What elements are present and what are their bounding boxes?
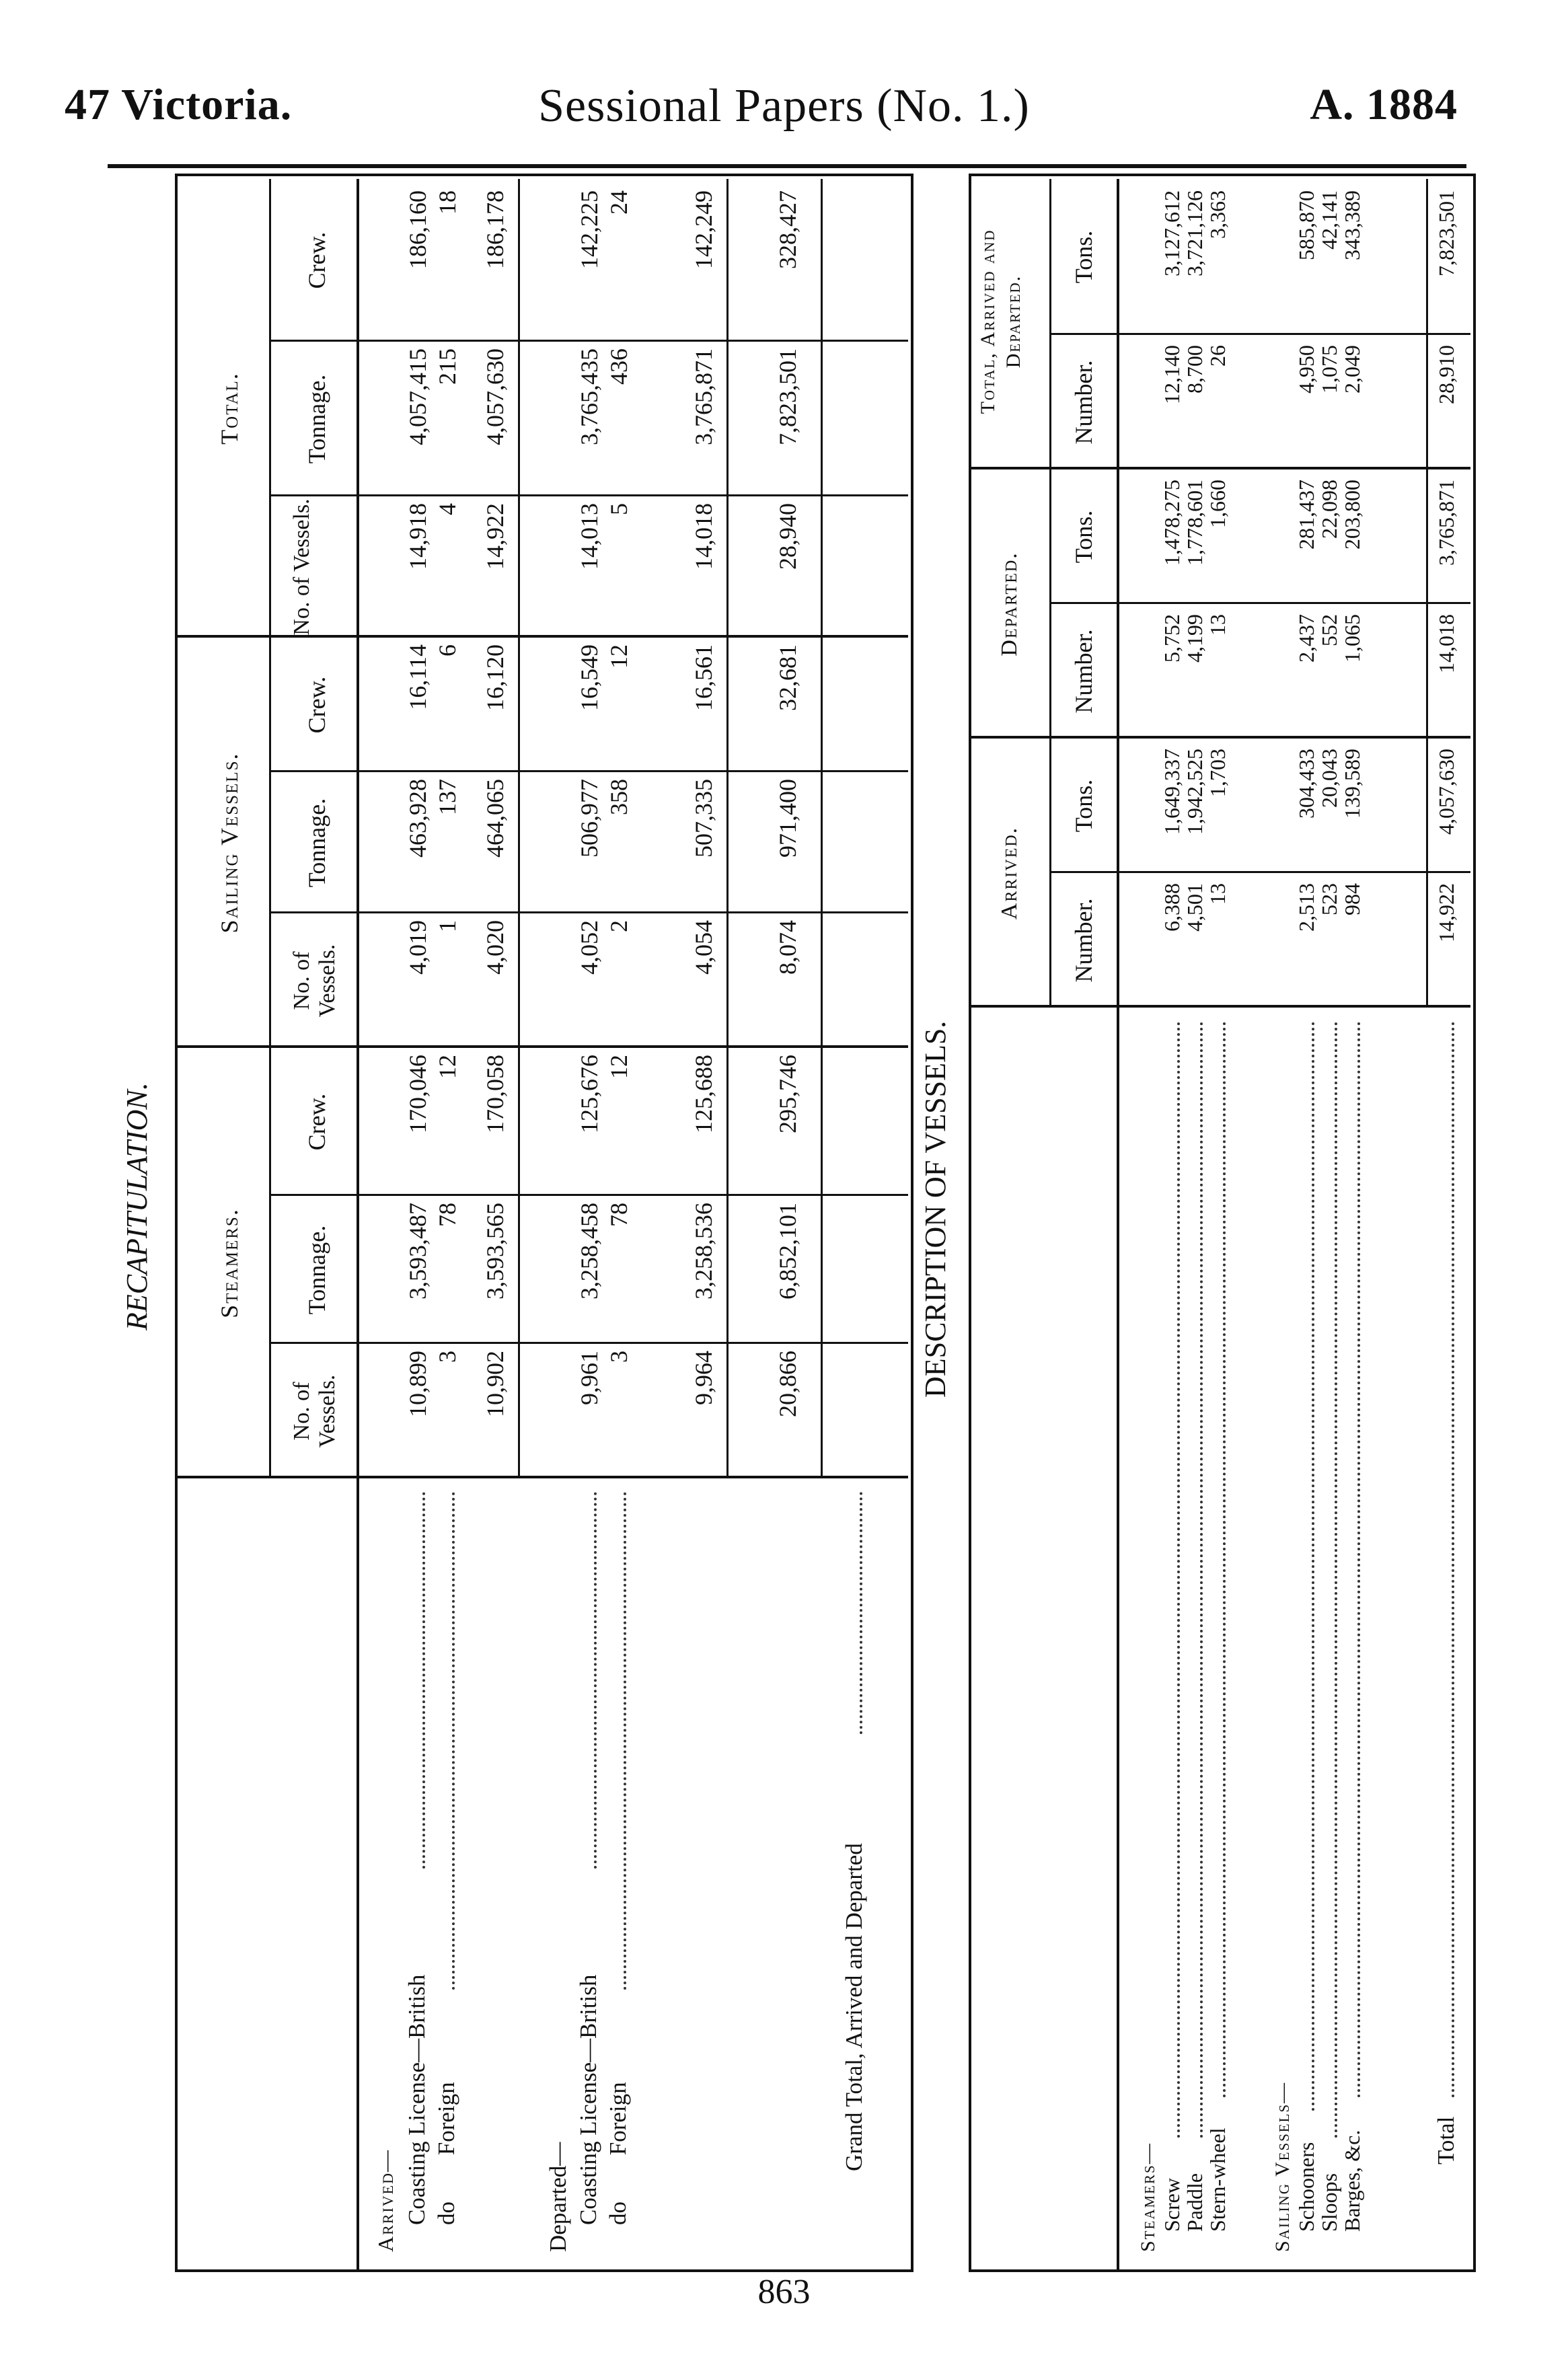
recap-cell: 1 — [434, 920, 461, 932]
description-cell: 2,437 — [1294, 614, 1318, 663]
leader-dots — [624, 1492, 626, 1990]
col-crew: Crew. — [303, 231, 330, 289]
recap-cell: 506,977 — [576, 779, 603, 858]
recap-cell: 14,013 — [576, 503, 603, 570]
col-number: Number. — [1070, 360, 1097, 445]
leader-dots — [1177, 1021, 1180, 2138]
recap-cell: 170,058 — [482, 1055, 509, 1133]
recap-cell: 170,046 — [404, 1055, 431, 1133]
recap-cell: 4,019 — [404, 920, 431, 975]
description-cell: 343,389 — [1340, 190, 1364, 260]
recap-cell: 32,681 — [774, 644, 801, 711]
recap-cell: 215 — [434, 348, 461, 385]
total-label: Total — [1433, 2116, 1459, 2164]
recap-cell: 18 — [434, 190, 461, 215]
desc-hline — [1426, 179, 1428, 1008]
row-label: Sloops — [1317, 2173, 1341, 2232]
recap-hline — [821, 179, 823, 1478]
leader-dots — [1335, 1021, 1337, 2138]
recap-cell: 463,928 — [404, 779, 431, 858]
recap-cell: 125,676 — [576, 1055, 603, 1133]
leader-dots — [860, 1492, 862, 1734]
rotated-page — [114, 174, 1470, 2272]
description-cell: 3,363 — [1205, 190, 1230, 239]
description-cell: 28,910 — [1434, 345, 1458, 404]
recap-hline — [269, 179, 271, 1478]
recap-cell: 3,258,458 — [576, 1203, 603, 1300]
recap-cell: 14,018 — [690, 503, 717, 570]
volume-label: 47 Victoria. — [65, 80, 293, 129]
recap-cell: 5 — [605, 503, 632, 515]
recap-cell: 16,120 — [482, 644, 509, 711]
recap-cell: 4 — [434, 503, 461, 515]
recap-cell: 3,258,536 — [690, 1203, 717, 1300]
description-cell: 1,660 — [1205, 480, 1230, 528]
description-cell: 5,752 — [1160, 614, 1184, 663]
recap-cell: 142,249 — [690, 190, 717, 269]
col-tons: Tons. — [1070, 779, 1097, 833]
recap-cell: 16,561 — [690, 644, 717, 711]
recap-cell: 137 — [434, 779, 461, 815]
description-cell: 2,049 — [1340, 345, 1364, 393]
year-label: A. 1884 — [1310, 80, 1458, 129]
col-no-vessels: No. of Vessels. — [289, 498, 314, 636]
desc-vline — [1049, 871, 1470, 873]
description-cell: 281,437 — [1294, 480, 1318, 550]
recap-cell: 24 — [605, 190, 632, 215]
group-steamers: Steamers. — [216, 1208, 243, 1318]
recap-cell: 358 — [605, 779, 632, 815]
leader-dots — [422, 1492, 425, 1869]
row-label: Coasting License—British — [404, 1974, 430, 2225]
recap-cell: 4,057,415 — [404, 348, 431, 445]
recap-cell: 12 — [605, 644, 632, 669]
description-cell: 3,127,612 — [1160, 190, 1184, 276]
recap-cell: 295,746 — [774, 1055, 801, 1133]
recap-cell: 9,961 — [576, 1351, 603, 1405]
recap-title: RECAPITULATION. — [120, 1082, 153, 1330]
recap-cell: 10,902 — [482, 1351, 509, 1417]
recap-cell: 28,940 — [774, 503, 801, 570]
recap-cell: 4,057,630 — [482, 348, 509, 445]
recap-hline — [518, 179, 520, 1478]
description-cell: 3,765,871 — [1434, 480, 1458, 566]
recap-vline — [269, 494, 908, 496]
col-crew: Crew. — [303, 1093, 330, 1151]
section-steamers: Steamers— — [1137, 2142, 1159, 2252]
recap-cell: 971,400 — [774, 779, 801, 858]
leader-dots — [594, 1492, 597, 1869]
recap-cell: 4,020 — [482, 920, 509, 975]
description-cell: 1,065 — [1340, 614, 1364, 663]
description-cell: 4,199 — [1183, 614, 1207, 663]
row-label: Stern-wheel — [1205, 2127, 1230, 2232]
section-arrived: Arrived— — [373, 2149, 398, 2252]
row-label: Schooners — [1294, 2142, 1318, 2232]
description-cell: 42,141 — [1317, 190, 1341, 250]
recap-cell: 464,065 — [482, 779, 509, 858]
recap-cell: 436 — [605, 348, 632, 385]
recap-cell: 507,335 — [690, 779, 717, 858]
col-no-vessels: No. of Vessels. — [289, 944, 340, 1018]
recap-table — [175, 174, 913, 2272]
recap-cell: 3,765,435 — [576, 348, 603, 445]
description-title: DESCRIPTION OF VESSELS. — [919, 1020, 952, 1398]
recap-cell: 9,964 — [690, 1351, 717, 1405]
row-label: Coasting License—British — [575, 1974, 601, 2225]
header-rule — [108, 164, 1466, 168]
col-tons: Tons. — [1070, 510, 1097, 564]
col-tons: Tons. — [1070, 230, 1097, 284]
leader-dots — [1200, 1021, 1203, 2138]
col-tonnage: Tonnage. — [303, 1225, 330, 1315]
description-cell: 1,075 — [1317, 345, 1341, 393]
description-cell: 139,589 — [1340, 749, 1364, 819]
description-cell: 13 — [1205, 614, 1230, 636]
desc-hline — [1049, 179, 1051, 1008]
leader-dots — [1223, 1021, 1226, 2097]
description-cell: 14,018 — [1434, 614, 1458, 673]
recap-vline — [269, 1342, 908, 1344]
recap-vline — [269, 340, 908, 342]
description-cell: 22,098 — [1317, 480, 1341, 539]
description-cell: 4,057,630 — [1434, 749, 1458, 835]
group-departed: Departed. — [997, 552, 1022, 656]
recap-cell: 10,899 — [404, 1351, 431, 1417]
description-cell: 304,433 — [1294, 749, 1318, 819]
recap-cell: 3 — [434, 1351, 461, 1363]
col-crew: Crew. — [303, 676, 330, 734]
recap-hline — [726, 179, 729, 1478]
description-cell: 26 — [1205, 345, 1230, 367]
recap-cell: 7,823,501 — [774, 348, 801, 445]
recap-cell: 12 — [434, 1055, 461, 1079]
recap-cell: 16,114 — [404, 644, 431, 710]
page-number: 863 — [757, 2273, 811, 2311]
description-cell: 984 — [1340, 883, 1364, 915]
group-total: Total. — [216, 372, 243, 445]
col-tonnage: Tonnage. — [303, 374, 330, 464]
recap-cell: 78 — [434, 1203, 461, 1227]
description-cell: 7,823,501 — [1434, 190, 1458, 276]
recap-cell: 6,852,101 — [774, 1203, 801, 1300]
leader-dots — [1357, 1021, 1360, 2097]
col-number: Number. — [1070, 898, 1097, 983]
recap-cell: 125,688 — [690, 1055, 717, 1133]
grand-total-label: Grand Total, Arrived and Departed — [841, 1843, 867, 2171]
description-cell: 12,140 — [1160, 345, 1184, 404]
description-cell: 4,950 — [1294, 345, 1318, 393]
description-cell: 1,942,525 — [1183, 749, 1207, 835]
leader-dots — [1312, 1021, 1314, 2111]
recap-hline — [357, 179, 359, 2272]
recap-cell: 142,225 — [576, 190, 603, 269]
section-departed: Departed— — [545, 2142, 571, 2252]
group-arrived: Arrived. — [997, 826, 1022, 920]
col-number: Number. — [1070, 629, 1097, 714]
desc-hline — [1117, 179, 1119, 2272]
description-cell: 1,703 — [1205, 749, 1230, 797]
recap-cell: 4,054 — [690, 920, 717, 975]
row-label: Paddle — [1183, 2173, 1207, 2232]
recap-cell: 2 — [605, 920, 632, 932]
row-label: Barges, &c. — [1340, 2130, 1364, 2232]
recap-cell: 186,178 — [482, 190, 509, 269]
recap-cell: 3 — [605, 1351, 632, 1363]
recap-cell: 6 — [434, 644, 461, 656]
description-cell: 8,700 — [1183, 345, 1207, 393]
leader-dots — [452, 1492, 455, 1990]
recap-cell: 12 — [605, 1055, 632, 1079]
row-label: Screw — [1160, 2178, 1184, 2232]
recap-cell: 8,074 — [774, 920, 801, 975]
description-cell: 14,922 — [1434, 883, 1458, 942]
description-cell: 13 — [1205, 883, 1230, 905]
description-cell: 203,800 — [1340, 480, 1364, 550]
recap-vline — [269, 1194, 908, 1196]
recap-cell: 14,918 — [404, 503, 431, 570]
group-total-arrived-departed: Total, Arrived and Departed. — [977, 229, 1024, 414]
recap-cell: 186,160 — [404, 190, 431, 269]
recap-cell: 3,593,565 — [482, 1203, 509, 1300]
recap-cell: 3,593,487 — [404, 1203, 431, 1300]
description-cell: 20,043 — [1317, 749, 1341, 808]
desc-vline — [1049, 602, 1470, 604]
col-no-vessels: No. of Vessels. — [289, 1374, 340, 1448]
document-title: Sessional Papers (No. 1.) — [538, 80, 1030, 132]
recap-cell: 20,866 — [774, 1351, 801, 1417]
recap-cell: 16,549 — [576, 644, 603, 711]
recap-cell: 14,922 — [482, 503, 509, 570]
section-sailing-vessels: Sailing Vessels— — [1271, 2081, 1294, 2252]
description-cell: 6,388 — [1160, 883, 1184, 932]
description-cell: 523 — [1317, 883, 1341, 915]
recap-cell: 4,052 — [576, 920, 603, 975]
description-cell: 4,501 — [1183, 883, 1207, 932]
description-cell: 1,649,337 — [1160, 749, 1184, 835]
desc-vline — [1049, 333, 1470, 335]
description-cell: 3,721,126 — [1183, 190, 1207, 276]
row-label: do Foreign — [605, 2082, 631, 2225]
description-cell: 585,870 — [1294, 190, 1318, 260]
recap-cell: 328,427 — [774, 190, 801, 269]
leader-dots — [1452, 1021, 1454, 2097]
row-label: do Foreign — [433, 2082, 459, 2225]
group-sailing: Sailing Vessels. — [216, 752, 243, 934]
recap-cell: 78 — [605, 1203, 632, 1227]
description-cell: 1,478,275 — [1160, 480, 1184, 566]
col-tonnage: Tonnage. — [303, 798, 330, 888]
description-cell: 552 — [1317, 614, 1341, 646]
description-cell: 2,513 — [1294, 883, 1318, 932]
description-cell: 1,778,601 — [1183, 480, 1207, 566]
recap-cell: 3,765,871 — [690, 348, 717, 445]
